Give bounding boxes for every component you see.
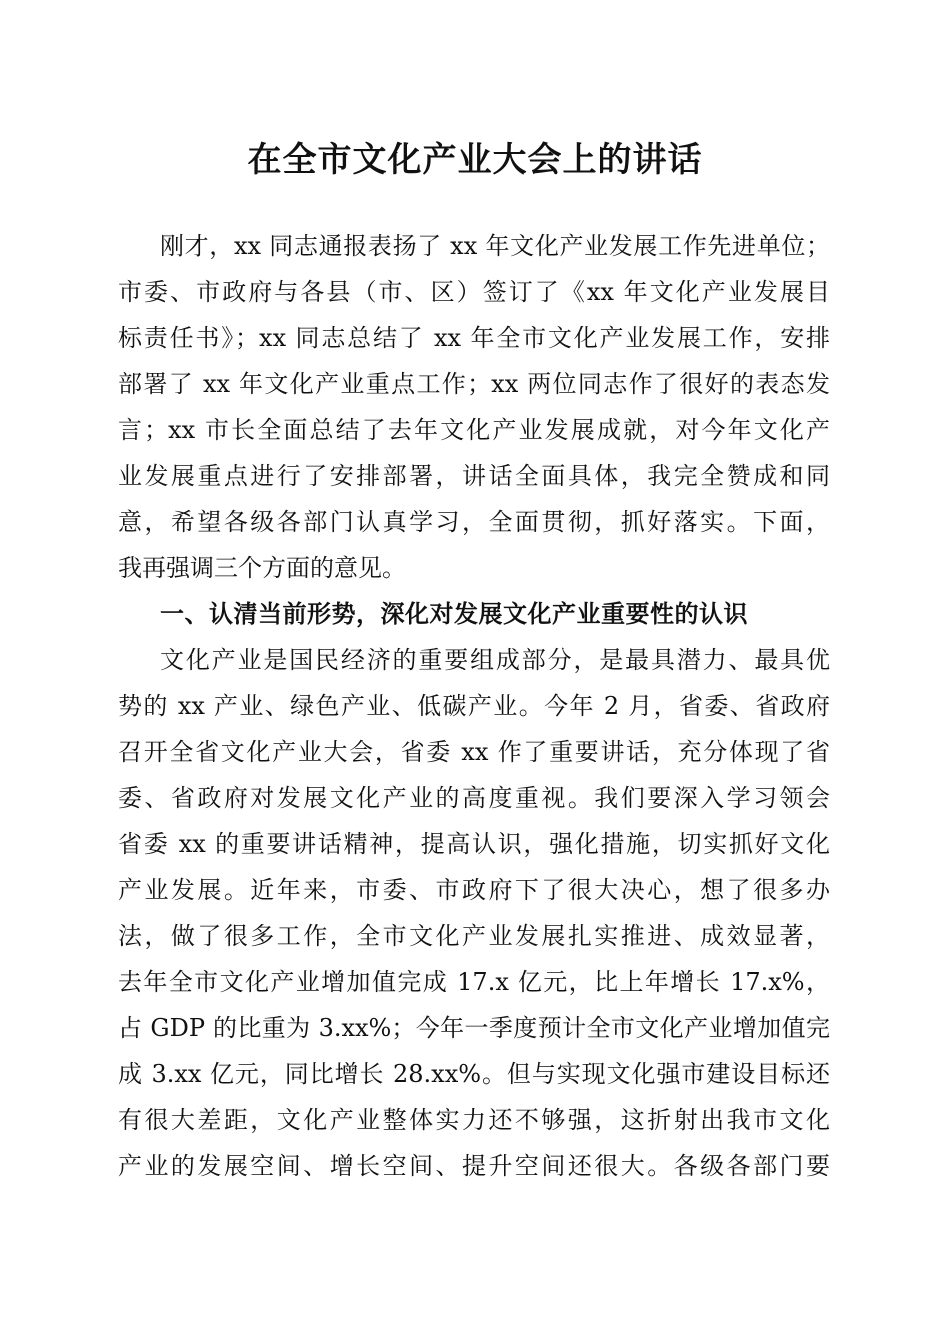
paragraph-line: 势的 xx 产业、绿色产业、低碳产业。今年 2 月，省委、省政府	[118, 692, 830, 720]
paragraph-line: 我再强调三个方面的意见。	[118, 554, 406, 582]
paragraph-line: 文化产业是国民经济的重要组成部分，是最具潜力、最具优	[160, 646, 830, 674]
paragraph-line: 业发展重点进行了安排部署，讲话全面具体，我完全赞成和同	[118, 462, 830, 490]
paragraph-line: 省委 xx 的重要讲话精神，提高认识，强化措施，切实抓好文化	[118, 830, 830, 858]
paragraph-line: 法，做了很多工作，全市文化产业发展扎实推进、成效显著，	[118, 922, 830, 950]
paragraph-line: 标责任书》；xx 同志总结了 xx 年全市文化产业发展工作，安排	[118, 324, 830, 352]
paragraph-line: 成 3.xx 亿元，同比增长 28.xx%。但与实现文化强市建设目标还	[118, 1060, 830, 1088]
paragraph-line: 市委、市政府与各县（市、区）签订了《xx 年文化产业发展目	[118, 278, 830, 306]
paragraph-line: 召开全省文化产业大会，省委 xx 作了重要讲话，充分体现了省	[118, 738, 830, 766]
paragraph-line: 占 GDP 的比重为 3.xx%；今年一季度预计全市文化产业增加值完	[118, 1014, 830, 1042]
paragraph-line: 刚才，xx 同志通报表扬了 xx 年文化产业发展工作先进单位；	[160, 232, 830, 260]
paragraph-line: 委、省政府对发展文化产业的高度重视。我们要深入学习领会	[118, 784, 830, 812]
paragraph-line: 言；xx 市长全面总结了去年文化产业发展成就，对今年文化产	[118, 416, 830, 444]
paragraph-line: 产业发展。近年来，市委、市政府下了很大决心，想了很多办	[118, 876, 830, 904]
section-heading: 一、认清当前形势，深化对发展文化产业重要性的认识	[160, 600, 748, 628]
paragraph-line: 部署了 xx 年文化产业重点工作；xx 两位同志作了很好的表态发	[118, 370, 830, 398]
paragraph-line: 去年全市文化产业增加值完成 17.x 亿元，比上年增长 17.x%，	[118, 968, 830, 996]
document-title: 在全市文化产业大会上的讲话	[247, 140, 703, 180]
paragraph-line: 有很大差距，文化产业整体实力还不够强，这折射出我市文化	[118, 1106, 830, 1134]
paragraph-line: 产业的发展空间、增长空间、提升空间还很大。各级各部门要	[118, 1152, 830, 1180]
paragraph-line: 意，希望各级各部门认真学习，全面贯彻，抓好落实。下面，	[118, 508, 830, 536]
